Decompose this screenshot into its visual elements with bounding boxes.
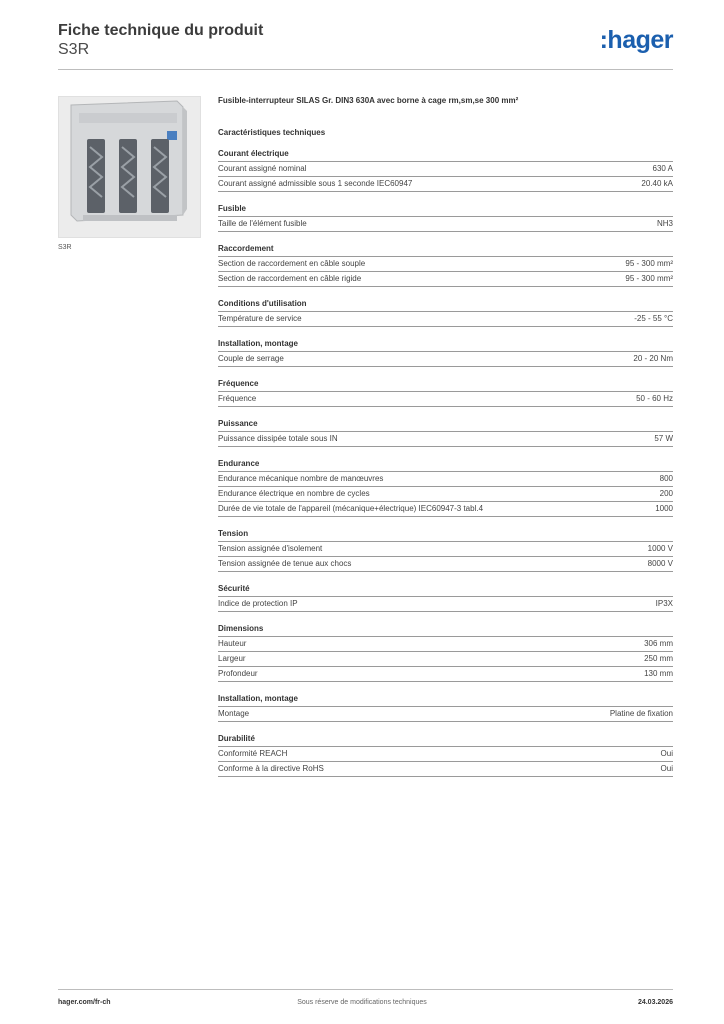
spec-group [218,622,673,682]
footer-divider [58,989,673,990]
product-description: Fusible-interrupteur SILAS Gr. DIN3 630A avec borne à cage rm,sm,se 300 mm² [218,96,519,105]
logo-text: :hager [599,25,673,54]
spec-group-title: Raccordement [218,242,673,257]
spec-group-title: Fusible [218,202,673,217]
specs-heading: Caractéristiques techniques [218,128,326,137]
spec-value: Oui [660,764,673,773]
spec-group [218,337,673,367]
spec-row [218,162,673,177]
spec-label: Montage [218,709,250,718]
spec-label: Indice de protection IP [218,599,298,608]
spec-group [218,202,673,232]
spec-label: Courant assigné admissible sous 1 seconde IEC60947 [218,179,413,188]
spec-row [218,177,673,192]
spec-label: Largeur [218,654,246,663]
spec-groups [218,147,673,777]
spec-row [218,312,673,327]
spec-row [218,542,673,557]
spec-value: NH3 [656,219,673,228]
spec-row [218,352,673,367]
spec-row [218,502,673,517]
spec-value: 95 - 300 mm² [625,274,673,283]
spec-row [218,257,673,272]
spec-label: Section de raccordement en câble rigide [218,274,362,283]
spec-row [218,747,673,762]
spec-value: -25 - 55 °C [634,314,673,323]
spec-label: Courant assigné nominal [218,164,307,173]
spec-row [218,707,673,722]
spec-group [218,417,673,447]
spec-label: Section de raccordement en câble souple [218,259,366,268]
spec-label: Conformité REACH [218,749,288,758]
spec-group [218,732,673,777]
spec-value: 1000 [655,504,673,513]
spec-group-title: Dimensions [218,622,673,637]
spec-label: Taille de l'élément fusible [218,219,307,228]
spec-label: Fréquence [218,394,257,403]
spec-row [218,667,673,682]
spec-group-title: Conditions d'utilisation [218,297,673,312]
spec-row [218,652,673,667]
spec-row [218,597,673,612]
spec-label: Température de service [218,314,302,323]
spec-label: Puissance dissipée totale sous IN [218,434,338,443]
product-reference: S3R [58,41,90,58]
spec-label: Profondeur [218,669,258,678]
spec-group-title: Installation, montage [218,692,673,707]
image-caption: S3R [58,244,72,251]
spec-value: 630 A [652,164,673,173]
spec-group [218,242,673,287]
spec-value: Oui [660,749,673,758]
spec-label: Endurance mécanique nombre de manœuvres [218,474,384,483]
hager-logo [600,26,673,54]
spec-group [218,297,673,327]
header-divider [58,69,673,70]
spec-value: 1000 V [647,544,673,553]
spec-row [218,557,673,572]
spec-label: Couple de serrage [218,354,284,363]
spec-label: Conforme à la directive RoHS [218,764,324,773]
spec-group [218,582,673,612]
spec-value: 130 mm [644,669,673,678]
spec-label: Tension assignée d'isolement [218,544,323,553]
spec-group [218,457,673,517]
spec-label: Tension assignée de tenue aux chocs [218,559,352,568]
spec-section [218,95,673,787]
spec-value: 20 - 20 Nm [633,354,673,363]
footer-date: 24.03.2026 [637,999,673,1006]
spec-group [218,147,673,192]
spec-group [218,377,673,407]
spec-row [218,272,673,287]
spec-group [218,527,673,572]
product-image [58,96,201,238]
footer-website: hager.com/fr-ch [58,999,111,1006]
spec-value: 306 mm [644,639,673,648]
spec-group [218,692,673,722]
spec-label: Hauteur [218,639,247,648]
page-header [58,22,673,70]
spec-group-title: Installation, montage [218,337,673,352]
spec-value: 250 mm [644,654,673,663]
spec-group-title: Fréquence [218,377,673,392]
spec-group-title: Puissance [218,417,673,432]
spec-label: Endurance électrique en nombre de cycles [218,489,370,498]
spec-value: IP3X [655,599,673,608]
page-title: Fiche technique du produit [58,22,264,39]
spec-group-title: Tension [218,527,673,542]
spec-row [218,217,673,232]
spec-row [218,637,673,652]
spec-group-title: Courant électrique [218,147,673,162]
fuse-switch-illustration [59,97,200,237]
spec-row [218,472,673,487]
spec-value: 57 W [654,434,673,443]
spec-label: Durée de vie totale de l'appareil (mécanique+électrique) IEC60947-3 tabl.4 [218,504,484,513]
spec-value: Platine de fixation [609,709,673,718]
spec-row [218,762,673,777]
spec-value: 20.40 kA [641,179,673,188]
spec-value: 800 [659,474,673,483]
spec-value: 95 - 300 mm² [625,259,673,268]
spec-row [218,392,673,407]
spec-group-title: Sécurité [218,582,673,597]
spec-row [218,432,673,447]
footer-notice: Sous réserve de modifications techniques [297,999,427,1006]
spec-value: 8000 V [647,559,673,568]
spec-value: 50 - 60 Hz [636,394,673,403]
spec-group-title: Endurance [218,457,673,472]
spec-row [218,487,673,502]
spec-group-title: Durabilité [218,732,673,747]
spec-value: 200 [659,489,673,498]
